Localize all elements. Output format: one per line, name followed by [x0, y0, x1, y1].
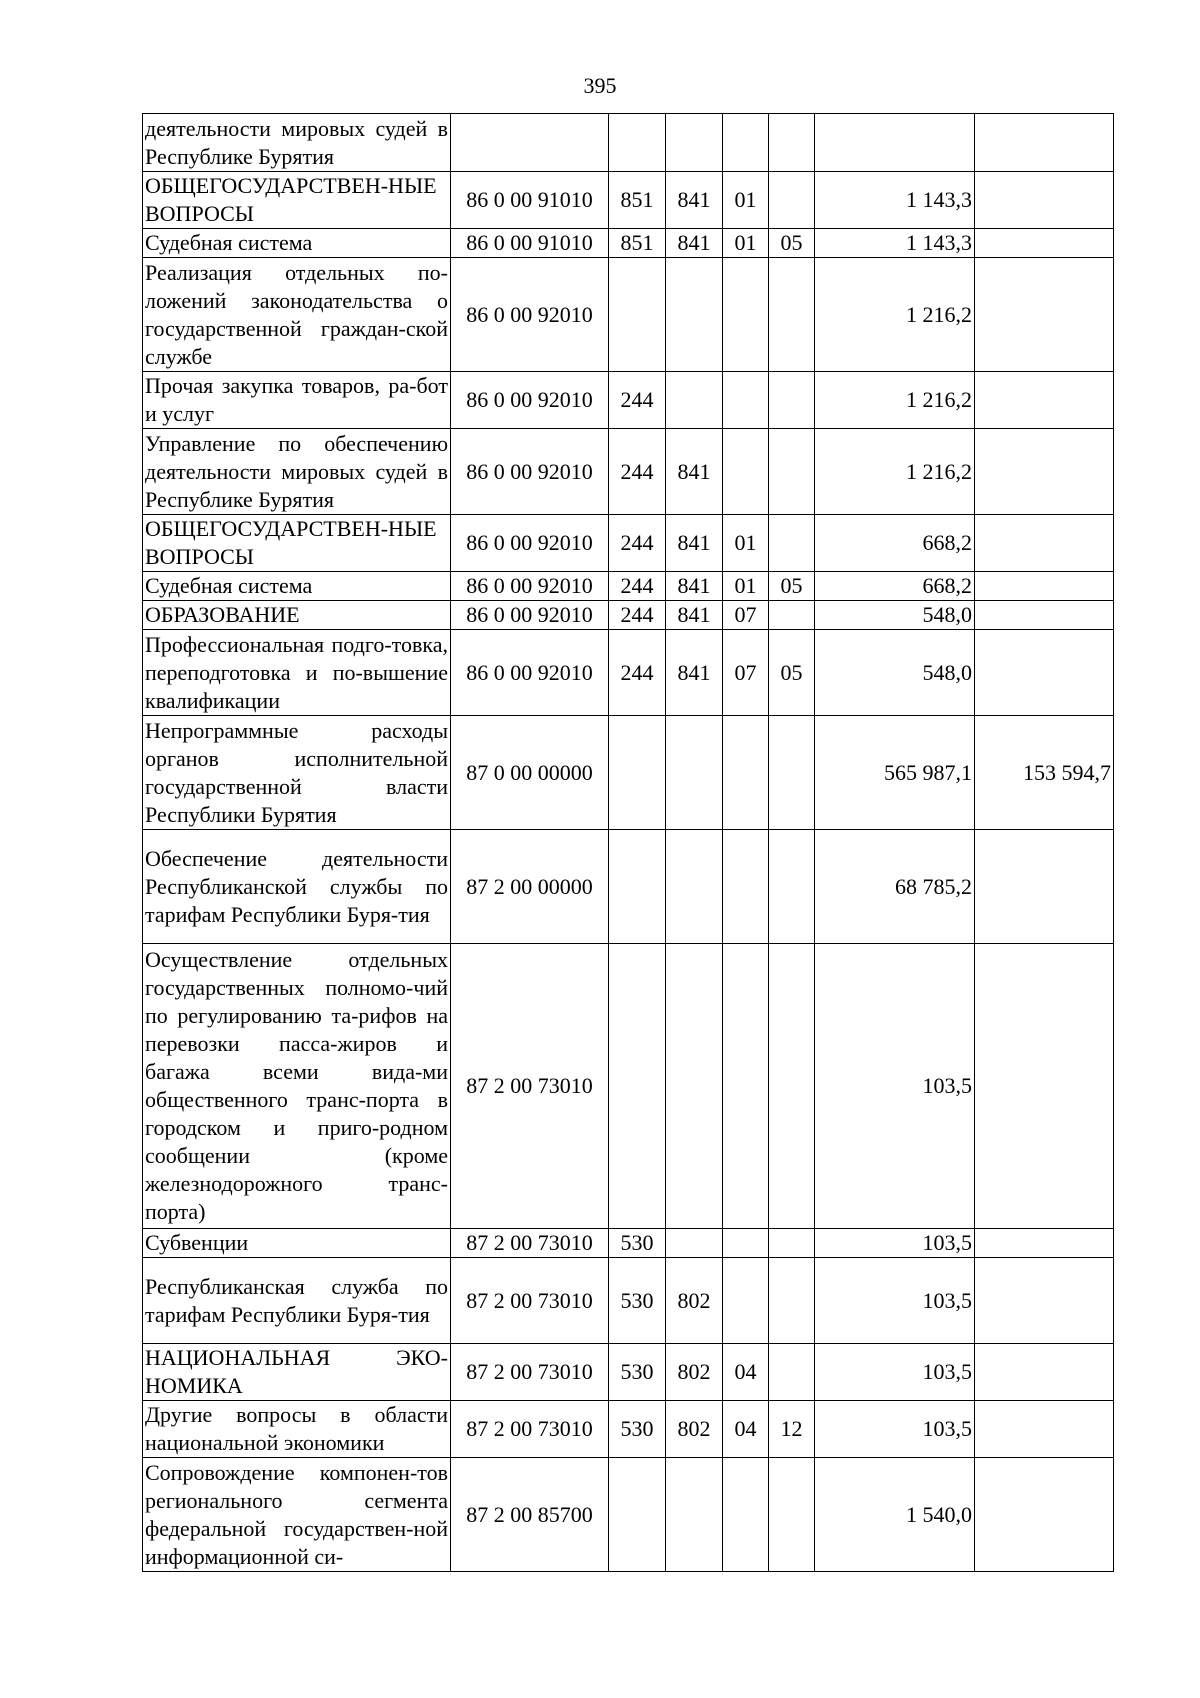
amount-cell: 548,0: [815, 601, 975, 630]
row-name-cell: Прочая закупка товаров, ра-бот и услуг: [143, 372, 451, 429]
amount-cell: 1 540,0: [815, 1458, 975, 1572]
amount-cell: 1 216,2: [815, 429, 975, 515]
expense-type-cell: 851: [609, 172, 666, 229]
budget-manager-cell: [666, 944, 723, 1229]
subsection-cell: [769, 172, 815, 229]
expense-type-cell: 851: [609, 229, 666, 258]
expense-type-cell: [609, 830, 666, 944]
amount-cell: 103,5: [815, 1401, 975, 1458]
amount-secondary-cell: [975, 1258, 1114, 1344]
row-name-cell: Реализация отдельных по-ложений законодательства о государственной граждан-ской службе: [143, 258, 451, 372]
amount-cell: 668,2: [815, 572, 975, 601]
table-row: [143, 1344, 1114, 1401]
subsection-cell: [769, 1229, 815, 1258]
target-article-cell: 87 2 00 85700: [451, 1458, 609, 1572]
section-cell: [723, 372, 769, 429]
row-name-cell: Другие вопросы в области национальной экономики: [143, 1401, 451, 1458]
table-row: [143, 515, 1114, 572]
budget-manager-cell: 802: [666, 1344, 723, 1401]
target-article-cell: 86 0 00 92010: [451, 572, 609, 601]
table-row: [143, 630, 1114, 716]
amount-cell: 1 216,2: [815, 372, 975, 429]
amount-secondary-cell: [975, 229, 1114, 258]
target-article-cell: 86 0 00 91010: [451, 172, 609, 229]
table-row: [143, 944, 1114, 1229]
amount-secondary-cell: [975, 630, 1114, 716]
section-cell: [723, 258, 769, 372]
amount-cell: 103,5: [815, 1344, 975, 1401]
expense-type-cell: 244: [609, 572, 666, 601]
subsection-cell: [769, 515, 815, 572]
table-row: [143, 1258, 1114, 1344]
row-name-cell: ОБЩЕГОСУДАРСТВЕН-НЫЕ ВОПРОСЫ: [143, 172, 451, 229]
row-name-cell: Сопровождение компонен-тов регионального сегмента федеральной государствен-ной информационной си-: [143, 1458, 451, 1572]
amount-secondary-cell: [975, 1401, 1114, 1458]
row-name-cell: Судебная система: [143, 229, 451, 258]
subsection-cell: [769, 716, 815, 830]
expense-type-cell: 530: [609, 1229, 666, 1258]
budget-manager-cell: 841: [666, 229, 723, 258]
table-row: [143, 429, 1114, 515]
budget-manager-cell: 841: [666, 630, 723, 716]
table-row: [143, 372, 1114, 429]
section-cell: [723, 830, 769, 944]
expense-type-cell: 244: [609, 372, 666, 429]
row-name-cell: ОБЩЕГОСУДАРСТВЕН-НЫЕ ВОПРОСЫ: [143, 515, 451, 572]
subsection-cell: 05: [769, 229, 815, 258]
table-body: [143, 114, 1114, 1572]
subsection-cell: [769, 114, 815, 172]
amount-cell: 103,5: [815, 1258, 975, 1344]
target-article-cell: [451, 114, 609, 172]
amount-secondary-cell: [975, 114, 1114, 172]
row-name-cell: деятельности мировых судей в Республике Бурятия: [143, 114, 451, 172]
amount-secondary-cell: [975, 1229, 1114, 1258]
row-name-cell: Судебная система: [143, 572, 451, 601]
target-article-cell: 86 0 00 92010: [451, 630, 609, 716]
page-number: 395: [583, 73, 617, 98]
target-article-cell: 87 2 00 73010: [451, 1258, 609, 1344]
budget-manager-cell: [666, 372, 723, 429]
row-name-cell: Субвенции: [143, 1229, 451, 1258]
amount-secondary-cell: [975, 1458, 1114, 1572]
row-name-cell: Профессиональная подго-товка, переподготовка и по-вышение квалификации: [143, 630, 451, 716]
subsection-cell: 05: [769, 630, 815, 716]
subsection-cell: [769, 258, 815, 372]
amount-secondary-cell: [975, 258, 1114, 372]
budget-manager-cell: [666, 1458, 723, 1572]
table-row: [143, 716, 1114, 830]
amount-secondary-cell: [975, 429, 1114, 515]
budget-table: [142, 113, 1114, 1572]
target-article-cell: 87 2 00 73010: [451, 1229, 609, 1258]
target-article-cell: 87 2 00 73010: [451, 1401, 609, 1458]
section-cell: [723, 944, 769, 1229]
amount-cell: 565 987,1: [815, 716, 975, 830]
section-cell: 01: [723, 515, 769, 572]
amount-cell: [815, 114, 975, 172]
section-cell: 01: [723, 572, 769, 601]
expense-type-cell: [609, 944, 666, 1229]
subsection-cell: [769, 601, 815, 630]
section-cell: [723, 114, 769, 172]
amount-cell: 103,5: [815, 1229, 975, 1258]
amount-secondary-cell: [975, 172, 1114, 229]
section-cell: [723, 429, 769, 515]
budget-manager-cell: [666, 716, 723, 830]
budget-manager-cell: [666, 1229, 723, 1258]
section-cell: [723, 716, 769, 830]
amount-secondary-cell: [975, 944, 1114, 1229]
amount-secondary-cell: [975, 830, 1114, 944]
target-article-cell: 86 0 00 92010: [451, 372, 609, 429]
target-article-cell: 87 2 00 73010: [451, 1344, 609, 1401]
expense-type-cell: 244: [609, 515, 666, 572]
section-cell: 01: [723, 229, 769, 258]
section-cell: 07: [723, 601, 769, 630]
section-cell: 07: [723, 630, 769, 716]
row-name-cell: ОБРАЗОВАНИЕ: [143, 601, 451, 630]
budget-manager-cell: 841: [666, 572, 723, 601]
target-article-cell: 86 0 00 92010: [451, 601, 609, 630]
amount-secondary-cell: [975, 601, 1114, 630]
expense-type-cell: [609, 258, 666, 372]
budget-manager-cell: 802: [666, 1401, 723, 1458]
section-cell: 04: [723, 1401, 769, 1458]
budget-manager-cell: 841: [666, 515, 723, 572]
row-name-cell: Республиканская служба по тарифам Республики Буря-тия: [143, 1258, 451, 1344]
table-row: [143, 572, 1114, 601]
target-article-cell: 87 2 00 00000: [451, 830, 609, 944]
budget-manager-cell: [666, 258, 723, 372]
row-name-cell: Осуществление отдельных государственных полномо-чий по регулированию та-рифов на перевозки пасса-жиров и багажа всеми вида-ми общественного транс-порта в городском и приго-родном сообщении (кроме железнодорожного транс-порта): [143, 944, 451, 1229]
row-name-cell: Непрограммные расходы органов исполнительной государственной власти Республики Бурятия: [143, 716, 451, 830]
table-row: [143, 1458, 1114, 1572]
expense-type-cell: [609, 1458, 666, 1572]
table-row: [143, 1229, 1114, 1258]
table-row: [143, 229, 1114, 258]
row-name-cell: Обеспечение деятельности Республиканской службы по тарифам Республики Буря-тия: [143, 830, 451, 944]
target-article-cell: 86 0 00 92010: [451, 429, 609, 515]
amount-secondary-cell: [975, 1344, 1114, 1401]
row-name-cell: Управление по обеспечению деятельности мировых судей в Республике Бурятия: [143, 429, 451, 515]
section-cell: [723, 1458, 769, 1572]
expense-type-cell: 244: [609, 601, 666, 630]
target-article-cell: 87 0 00 00000: [451, 716, 609, 830]
section-cell: [723, 1229, 769, 1258]
target-article-cell: 86 0 00 92010: [451, 258, 609, 372]
table-row: [143, 830, 1114, 944]
subsection-cell: [769, 372, 815, 429]
budget-manager-cell: 841: [666, 429, 723, 515]
target-article-cell: 86 0 00 91010: [451, 229, 609, 258]
subsection-cell: 12: [769, 1401, 815, 1458]
target-article-cell: 86 0 00 92010: [451, 515, 609, 572]
amount-cell: 1 143,3: [815, 229, 975, 258]
target-article-cell: 87 2 00 73010: [451, 944, 609, 1229]
amount-secondary-cell: [975, 372, 1114, 429]
amount-cell: 1 216,2: [815, 258, 975, 372]
subsection-cell: [769, 944, 815, 1229]
budget-manager-cell: 841: [666, 172, 723, 229]
table-row: [143, 1401, 1114, 1458]
expense-type-cell: 530: [609, 1401, 666, 1458]
expense-type-cell: 530: [609, 1258, 666, 1344]
table-row: [143, 601, 1114, 630]
amount-secondary-cell: 153 594,7: [975, 716, 1114, 830]
subsection-cell: [769, 1344, 815, 1401]
amount-cell: 548,0: [815, 630, 975, 716]
section-cell: 01: [723, 172, 769, 229]
row-name-cell: НАЦИОНАЛЬНАЯ ЭКО-НОМИКА: [143, 1344, 451, 1401]
amount-secondary-cell: [975, 515, 1114, 572]
budget-manager-cell: [666, 114, 723, 172]
subsection-cell: [769, 830, 815, 944]
expense-type-cell: [609, 716, 666, 830]
subsection-cell: [769, 429, 815, 515]
amount-cell: 68 785,2: [815, 830, 975, 944]
budget-manager-cell: 841: [666, 601, 723, 630]
expense-type-cell: 244: [609, 429, 666, 515]
amount-cell: 1 143,3: [815, 172, 975, 229]
expense-type-cell: 530: [609, 1344, 666, 1401]
amount-secondary-cell: [975, 572, 1114, 601]
expense-type-cell: 244: [609, 630, 666, 716]
subsection-cell: [769, 1458, 815, 1572]
section-cell: [723, 1258, 769, 1344]
subsection-cell: 05: [769, 572, 815, 601]
amount-cell: 668,2: [815, 515, 975, 572]
budget-manager-cell: [666, 830, 723, 944]
expense-type-cell: [609, 114, 666, 172]
amount-cell: 103,5: [815, 944, 975, 1229]
table-row: [143, 114, 1114, 172]
table-row: [143, 258, 1114, 372]
subsection-cell: [769, 1258, 815, 1344]
table-row: [143, 172, 1114, 229]
section-cell: 04: [723, 1344, 769, 1401]
budget-manager-cell: 802: [666, 1258, 723, 1344]
